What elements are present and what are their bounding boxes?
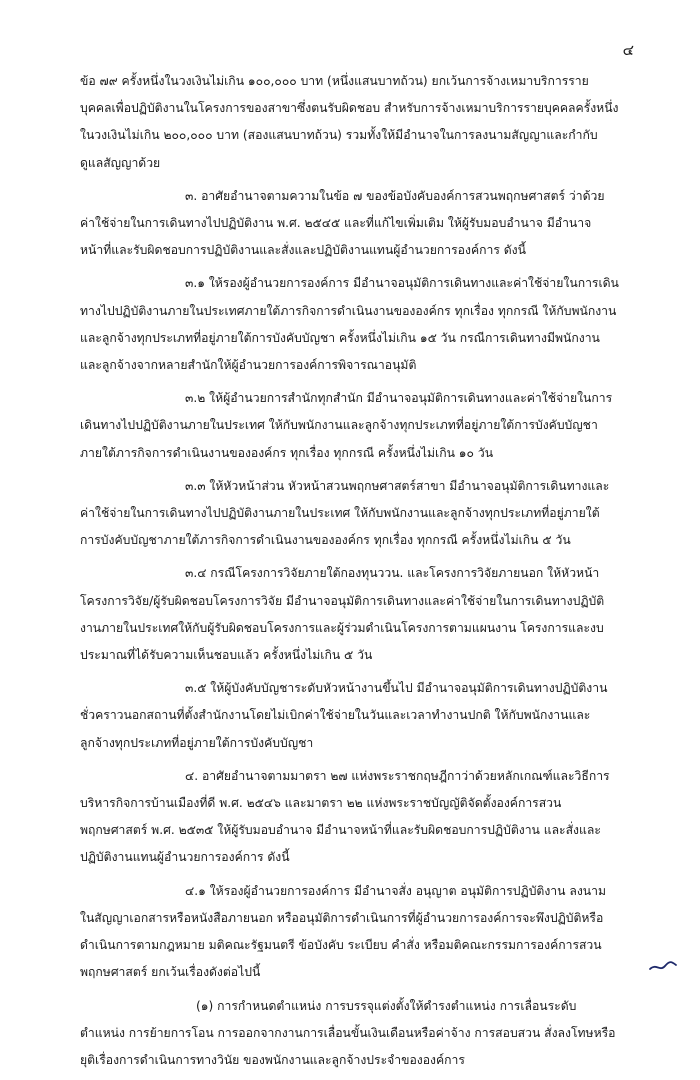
- paragraph-section-4-1: ๔.๑ ให้รองผู้อำนวยการองค์การ มีอำนาจสั่ง อนุญาต อนุมัติการปฏิบัติงาน ลงนามในสัญญาเอกสารหรือหนังสือภายนอก หรืออนุมัติการดำเนินการที่ผู้อำนวยการองค์การจะพึงปฏิบัติหรือดำเนินการตามกฎหมาย มติคณะรัฐมนตรี ข้อบังคับ ระเบียบ คำสั่ง หรือมติคณะกรรมการองค์การสวนพฤกษศาสตร์ ยกเว้นเรื่องดังต่อไปนี้: [80, 883, 606, 980]
- paragraph-section-3-5: ๓.๕ ให้ผู้บังคับบัญชาระดับหัวหน้างานขึ้นไป มีอำนาจอนุมัติการเดินทางปฏิบัติงานชั่วคราวนอกสถานที่ตั้งสำนักงานโดยไม่เบิกค่าใช้จ่ายในวันและเวลาทำงานปกติ ให้กับพนักงานและลูกจ้างทุกประเภทที่อยู่ภายใต้การบังคับบัญชา: [80, 681, 608, 750]
- page-number: ๔: [622, 41, 634, 59]
- paragraph-section-3-1: ๓.๑ ให้รองผู้อำนวยการองค์การ มีอำนาจอนุมัติการเดินทางและค่าใช้จ่ายในการเดินทางไปปฏิบัติงานภายในประเทศภายใต้ภารกิจการดำเนินงานขององค์กร ทุกเรื่อง ทุกกรณี ให้กับพนักงานและลูกจ้างทุกประเภทที่อยู่ภายใต้การบังคับบัญชา ครั้งหนึ่งไม่เกิน ๑๕ วัน กรณีการเดินทางมีพนักงานและลูกจ้างจากหลายสำนักให้ผู้อำนวยการองค์การพิจารณาอนุมัติ: [80, 276, 619, 373]
- paragraph-section-3-2: ๓.๒ ให้ผู้อำนวยการสำนักทุกสำนัก มีอำนาจอนุมัติการเดินทางและค่าใช้จ่ายในการเดินทางไปปฏิบัติงานภายในประเทศ ให้กับพนักงานและลูกจ้างทุกประเภทที่อยู่ภายใต้การบังคับบัญชา ภายใต้ภารกิจการดำเนินงานขององค์กร ทุกเรื่อง ทุกกรณี ครั้งหนึ่งไม่เกิน ๑๐ วัน: [80, 391, 613, 460]
- paragraph-section-4: ๔. อาศัยอำนาจตามมาตรา ๒๗ แห่งพระราชกฤษฎีกาว่าด้วยหลักเกณฑ์และวิธีการบริหารกิจการบ้านเมืองที่ดี พ.ศ. ๒๕๔๖ และมาตรา ๒๒ แห่งพระราชบัญญัติจัดตั้งองค์การสวนพฤกษศาสตร์ พ.ศ. ๒๕๓๕ ให้ผู้รับมอบอำนาจ มีอำนาจหน้าที่และรับผิดชอบการปฏิบัติงาน และสั่งและปฏิบัติงานแทนผู้อำนวยการองค์การ ดังนี้: [80, 768, 610, 865]
- paragraph-section-3-3: ๓.๓ ให้หัวหน้าส่วน หัวหน้าสวนพฤกษศาสตร์สาขา มีอำนาจอนุมัติการเดินทางและค่าใช้จ่ายในการเดินทางไปปฏิบัติงานภายในประเทศ ให้กับพนักงานและลูกจ้างทุกประเภทที่อยู่ภายใต้การบังคับบัญชาภายใต้ภารกิจการดำเนินงานขององค์กร ทุกเรื่อง ทุกกรณี ครั้งหนึ่งไม่เกิน ๕ วัน: [80, 478, 610, 548]
- signature-mark-icon: [648, 959, 678, 973]
- paragraph-continued-clause: ข้อ ๗๙ ครั้งหนึ่งในวงเงินไม่เกิน ๑๐๐,๐๐๐ บาท (หนึ่งแสนบาทถ้วน) ยกเว้นการจ้างเหมาบริการรายบุคคลเพื่อปฏิบัติงานในโครงการของสาขาซึ่งตนรับผิดชอบ สำหรับการจ้างเหมาบริการรายบุคคลครั้งหนึ่งในวงเงินไม่เกิน ๒๐๐,๐๐๐ บาท (สองแสนบาทถ้วน) รวมทั้งให้มีอำนาจในการลงนามสัญญาและกำกับดูแลสัญญาด้วย: [80, 74, 619, 170]
- paragraph-section-3-4: ๓.๔ กรณีโครงการวิจัยภายใต้กองทุนววน. และโครงการวิจัยภายนอก ให้หัวหน้าโครงการวิจัย/ผู้รับผิดชอบโครงการวิจัย มีอำนาจอนุมัติการเดินทางและค่าใช้จ่ายในการเดินทางปฏิบัติงานภายในประเทศให้กับผู้รับผิดชอบโครงการและผู้ร่วมดำเนินโครงการตามแผนงาน โครงการและงบประมาณที่ได้รับความเห็นชอบแล้ว ครั้งหนึ่งไม่เกิน ๕ วัน: [80, 566, 605, 663]
- document-body: [80, 68, 620, 1080]
- paragraph-section-3: ๓. อาศัยอำนาจตามความในข้อ ๗ ของข้อบังคับองค์การสวนพฤกษศาสตร์ ว่าด้วย ค่าใช้จ่ายในการเดินทางไปปฏิบัติงาน พ.ศ. ๒๕๔๕ และที่แก้ไขเพิ่มเติม ให้ผู้รับมอบอำนาจ มีอำนาจหน้าที่และรับผิดชอบการปฏิบัติงานและสั่งและปฏิบัติงานแทนผู้อำนวยการองค์การ ดังนี้: [80, 188, 605, 258]
- paragraph-section-4-1-item-1: (๑) การกำหนดตำแหน่ง การบรรจุแต่งตั้งให้ดำรงตำแหน่ง การเลื่อนระดับตำแหน่ง การย้ายการโอน การออกจากงานการเลื่อนขั้นเงินเดือนหรือค่าจ้าง การสอบสวน สั่งลงโทษหรือยุติเรื่องการดำเนินการทางวินัย ของพนักงานและลูกจ้างประจำขององค์การ: [80, 998, 616, 1067]
